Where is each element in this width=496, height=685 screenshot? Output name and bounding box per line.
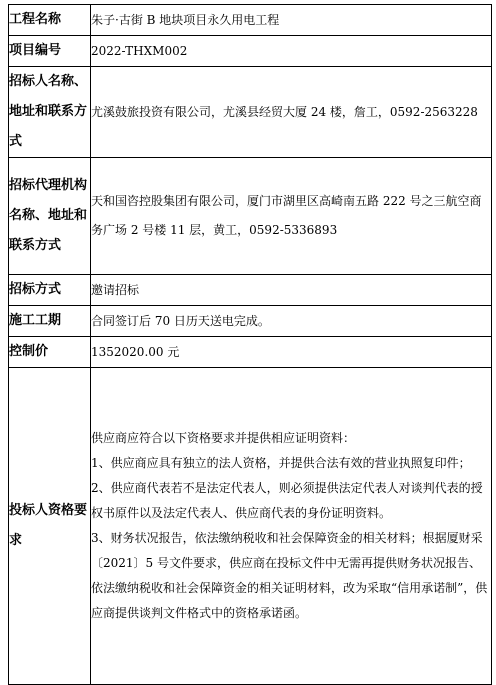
qualification-paragraph: 供应商应符合以下资格要求并提供相应证明资料： xyxy=(91,431,356,445)
qualification-paragraph: 2、供应商代表若不是法定代表人，则必须提供法定代表人对谈判代表的授权书原件以及法定代表人、供应商代表的身份证明资料。 xyxy=(91,481,483,520)
table-row xyxy=(9,306,492,337)
row-label-construction-period: 施工工期 xyxy=(9,306,91,337)
row-label-agency: 招标代理机构名称、地址和联系方式 xyxy=(9,158,91,275)
row-value-qualification xyxy=(91,368,492,685)
table-row xyxy=(9,5,492,36)
row-value-project-number: 2022-THXM002 xyxy=(91,36,492,67)
table-row xyxy=(9,158,492,275)
qualification-paragraph: 3、财务状况报告，依法缴纳税收和社会保障资金的相关材料；根据厦财采〔2021〕5 号文件要求，供应商在投标文件中无需再提供财务状况报告、依法缴纳税收和社会保障资金的相关证明材料，改为采取“信用承诺制”，供应商提供谈判文件格式中的资格承诺函。 xyxy=(91,531,488,620)
table-row xyxy=(9,337,492,368)
row-label-tender-method: 招标方式 xyxy=(9,275,91,306)
row-label-project-name: 工程名称 xyxy=(9,5,91,36)
table-row xyxy=(9,368,492,685)
row-value-tenderer: 尤溪鼓旅投资有限公司，尤溪县经贸大厦 24 楼，詹工，0592-2563228 xyxy=(91,67,492,158)
table-row xyxy=(9,275,492,306)
row-value-project-name: 朱子·古街 B 地块项目永久用电工程 xyxy=(91,5,492,36)
project-info-table xyxy=(8,4,492,685)
table-row xyxy=(9,36,492,67)
row-value-tender-method: 邀请招标 xyxy=(91,275,492,306)
row-label-control-price: 控制价 xyxy=(9,337,91,368)
row-value-control-price: 1352020.00 元 xyxy=(91,337,492,368)
row-value-agency: 天和国咨控股集团有限公司，厦门市湖里区高崎南五路 222 号之三航空商务广场 2 号楼 11 层，黄工，0592-5336893 xyxy=(91,158,492,275)
row-label-project-number: 项目编号 xyxy=(9,36,91,67)
row-label-qualification: 投标人资格要求 xyxy=(9,368,91,685)
row-label-tenderer: 招标人名称、地址和联系方式 xyxy=(9,67,91,158)
table-row xyxy=(9,67,492,158)
row-value-construction-period: 合同签订后 70 日历天送电完成。 xyxy=(91,306,492,337)
qualification-paragraph: 1、供应商应具有独立的法人资格，并提供合法有效的营业执照复印件； xyxy=(91,456,471,470)
